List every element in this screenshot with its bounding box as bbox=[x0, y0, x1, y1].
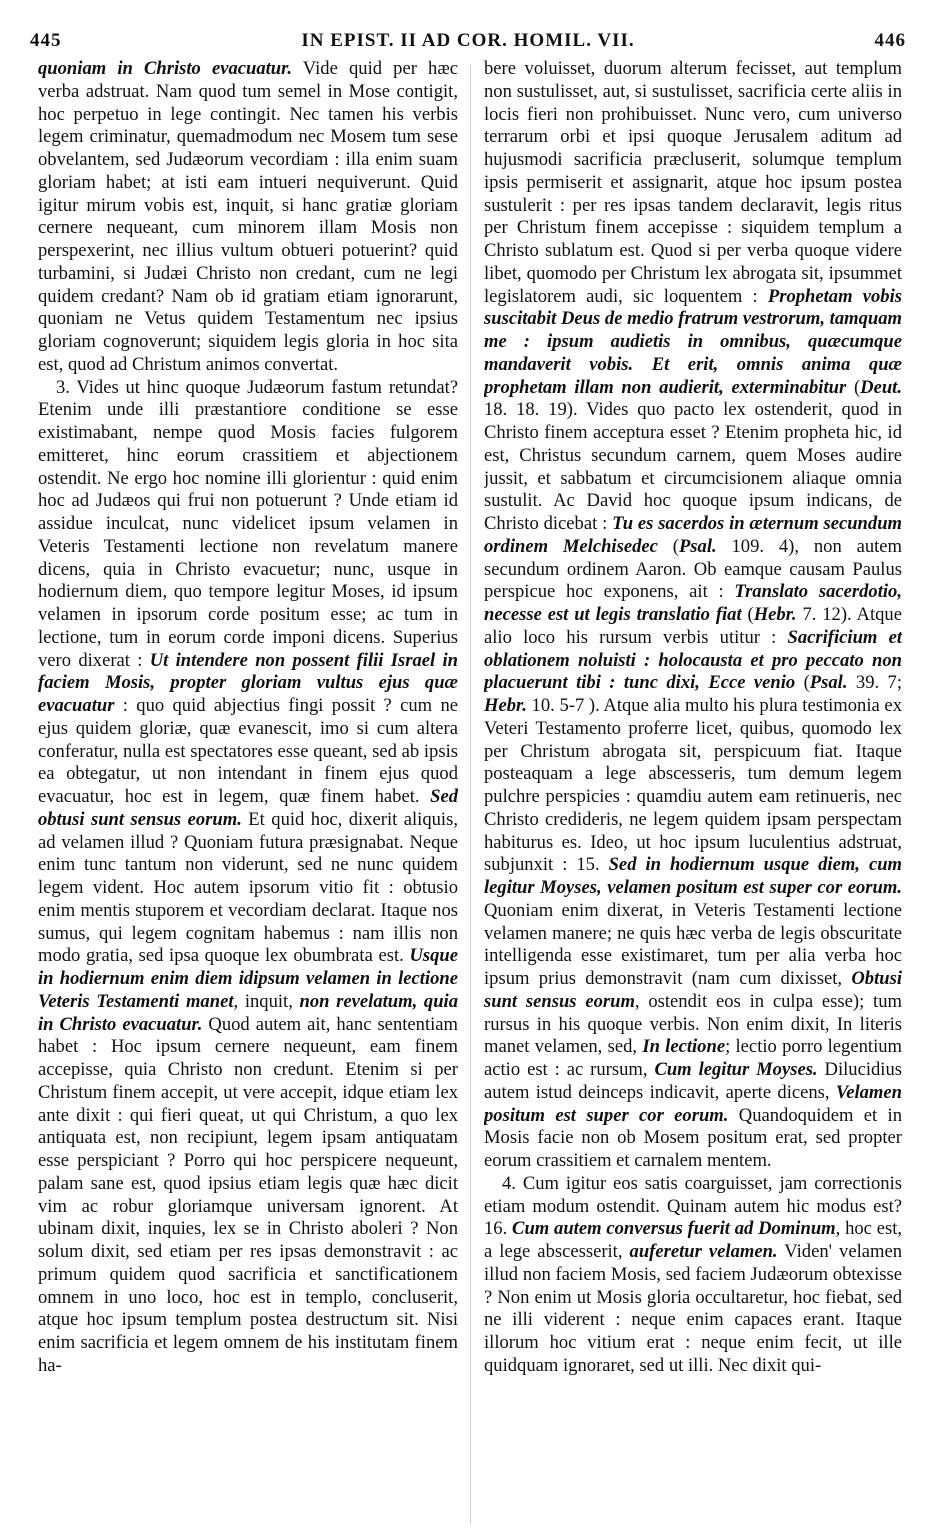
italic-run: Psal. bbox=[809, 672, 848, 694]
text-run: 10. 5-7 ). Atque alia multo his plura testimonia ex Veteri Testamento proferre licet, quibus, quomodo lex per Christum abrogata sit, perspicuum fiat. Itaque posteaquam a lege abscesseris, tum demum legem pulchre perspicies : quamdiu autem eam retinueris, nec Christo credideris, ne legem quidem ipsam perspectam habiturus es. Ideo, ut hoc ipsum luculentius adstruat, subjunxit : 15. bbox=[484, 695, 902, 876]
italic-run: Hebr. bbox=[484, 695, 527, 716]
italic-run: Prophetam vobis suscitabit Deus de medio fratrum vestrorum, tamquam me : ipsum audietis in omnibus, quæcumque mandaverit vobis. Et erit, omnis anima quæ prophetam illam non audierit, exterminabitur bbox=[484, 285, 902, 398]
text-run: Quandoquidem et in Mosis facie non ob Mosem positum erat, sed propter eorum crassitiem et carnalem mentem. bbox=[484, 1104, 902, 1171]
running-title: IN EPIST. II AD COR. HOMIL. VII. bbox=[301, 30, 635, 51]
page-number-left: 445 bbox=[30, 30, 62, 51]
text-run: Vide quid per hæc verba adstruat. Nam quod tum semel in Mose contigit, hoc perpetuo in lege contingit. Nec tamen his verbis legem criminatur, quemadmodum nec Mosem tum sese obvelantem, sed Judæorum vecordiam : illa enim suam gloriam habet; at isti eam intueri nequiverunt. Quid igitur mirum vobis est, inquit, si hanc gratiæ gloriam cernere nequeant, cum minorem illam Mosis non perspexerint, nec illius vultum obtueri potuerint? quid turbamini, si Judæi Christo non credant, cum ne legi quidem credant? Nam ob id gratiam etiam ignorarunt, quoniam ne Vetus quidem Testamentum nec ipsius gloriam cognoverunt; siquidem legis gloria in hoc sita est, quod ad Christum animos convertat. bbox=[38, 58, 458, 375]
italic-run: Ut intendere non possent filii Israel in faciem Mosis, propter gloriam vultus ejus quæ evacuatur bbox=[38, 649, 458, 716]
text-run: 39. 7; bbox=[847, 672, 902, 694]
text-run: ; lectio porro legentium actio est : ac rursum, bbox=[484, 1036, 902, 1080]
text-run: ( bbox=[846, 376, 861, 398]
text-run: Quod autem ait, hanc sententiam habet : Hoc ipsum cernere nequeunt, eam finem accepisse, quia Christo non credunt. Etenim si per Christum finem accepit, ut vere accepit, idque etiam lex ante dixit : qui fieri queat, ut qui Christum, a quo lex antiquata est, non recipiunt, legem ipsam antiquatam esse perspiciant ? Porro qui hoc perspicere nequeunt, palam sane est, quod ipsius etiam legis quæ hæc dicit vim ac robur gloriamque universam ignorent. At ubinam dixit, inquies, lex se in Christo aboleri ? Non solum dixit, sed etiam per res ipsas demonstravit : ac primum quidem quod sacrificia et sanctificationem omnem in uno loco, hoc est in templo, concluserit, atque hoc ipsum templum postea destructum sit. Nisi enim sacrificia et legem omnem de his institutam finem ha- bbox=[38, 1013, 458, 1376]
italic-run: Velamen positum est super cor eorum. bbox=[484, 1081, 902, 1126]
text-run: ( bbox=[741, 604, 754, 625]
left-column bbox=[38, 58, 458, 1528]
text-run: ( bbox=[795, 672, 810, 694]
text-run: , ostendit eos in culpa esse); tum rursus in his quoque verbis. Non enim dixit, In literis manet velamen, sed, bbox=[484, 990, 902, 1058]
text-run: Dilucidius autem istud deinceps indicavit, aperte dicens, bbox=[484, 1059, 902, 1103]
text-run: , inquit, bbox=[233, 990, 300, 1012]
page-number-right: 446 bbox=[874, 30, 906, 51]
italic-run: Cum legitur Moyses. bbox=[654, 1059, 818, 1080]
text-run: 3. Vides ut hinc quoque Judæorum fastum retundat? Etenim unde illi præstantiore conditione se esse existimabant, nempe quod Mosis facies fulgorem emitteret, hinc eorum crassitiem et abjectionem ostendit. Ne ergo hoc nomine illi glorientur : quid enim hoc ad Judæos qui frui non potuerunt ? Unde etiam id assidue inculcat, nunc videlicet ipsum velamen in Veteris Testamenti lectione non revelatum manere dicens, quia in Christo evacuetur; nunc, usque in hodiernum diem, quo tempore legitur Moses, id ipsum velamen in ipsorum corde positum esse; ac tum in lectione, tum in eorum corde imponi dicens. Superius vero dixerat : bbox=[38, 376, 458, 671]
text-run: Viden' velamen illud non faciem Mosis, sed faciem Judæorum obtexisse ? Non enim ut Mosis gloria occultaretur, hoc fiebat, sed ne illi viderent : neque enim capaces erant. Itaque illorum hoc vitium erat : neque enim fecit, ut ille quidquam ignoraret, sed ut illi. Nec dixit qui- bbox=[484, 1241, 902, 1376]
italic-run: quoniam in Christo evacuatur. bbox=[38, 58, 293, 79]
text-run: Quoniam enim dixerat, in Veteris Testamenti lectione velamen manere; ne quis hæc verba de legis obscuritate intelligenda esse existimaret, tum per alia verba hoc ipsum prius demonstravit (nam cum dixisset, bbox=[484, 899, 902, 989]
paragraph bbox=[38, 58, 458, 377]
text-run: : quo quid abjectius fingi possit ? cum ne ejus quidem gloriæ, quæ evanescit, imo si cum altera conferatur, nulla est spectatores esse queant, sed ab ipsis ea obtegatur, ut non intendant in finem ejus quod evacuatur, hoc est in legem, quæ finem habet. bbox=[38, 695, 458, 807]
italic-run: Cum autem conversus fuerit ad Dominum bbox=[512, 1218, 836, 1240]
paragraph bbox=[38, 377, 458, 1378]
italic-run: Usque in hodiernum enim diem idipsum velamen in lectione Veteris Testamenti manet bbox=[38, 945, 458, 1012]
italic-run: non revelatum, quia in Christo evacuatur. bbox=[38, 990, 458, 1035]
italic-run: Sed obtusi sunt sensus eorum. bbox=[38, 786, 458, 830]
text-run: , hoc est, a lege abscesserit, bbox=[484, 1218, 902, 1262]
paragraph bbox=[484, 58, 902, 1173]
italic-run: Sacrificium et oblationem noluisti : holocausta et pro peccato non placuerunt tibi : tunc dixi, Ecce venio bbox=[484, 626, 902, 694]
italic-run: In lectione bbox=[642, 1036, 726, 1058]
running-header bbox=[30, 30, 906, 58]
column-divider bbox=[470, 64, 471, 1524]
text-run: 18. 18. 19). Vides quo pacto lex ostenderit, quod in Christo finem acceptura esset ? Etenim propheta hic, id est, Christus secundum carnem, quem Moses audire jussit, et sabbatum et circumcisionem aliaque omnia sustulit. Ac David hoc quoque ipsum indicans, de Christo dicebat : bbox=[484, 399, 902, 534]
italic-run: Deut. bbox=[860, 376, 902, 398]
text-run: bere voluisset, duorum alterum fecisset, aut templum non sustulisset, aut, si sustulisset, sacrificia certe aliis in locis fieri non prohibuisset. Nunc vero, cum universo terrarum orbi et ipsi quoque Jerusalem aditum ad hujusmodi sacrificia præcluserit, solumque templum ipsis permiserit et assignarit, atque hoc ipsum postea sustulerit : per res ipsas tandem declaravit, legis ritus per Christum finem accepisse : siquidem templum a Christo sublatum est. Quod si per verba quoque videre libet, quomodo per Christum lex abrogata sit, ipsummet legislatorem audi, sic loquentem : bbox=[484, 58, 902, 307]
text-run: 7. 12). Atque alio loco his rursum verbis utitur : bbox=[484, 604, 902, 648]
text-run: Et quid hoc, dixerit aliquis, ad velamen illud ? Quoniam futura præsignabat. Neque enim tunc tantum non viderunt, sed ne nunc quidem legem vident. Hoc autem ipsorum vitio fit : obtusio enim mentis stuporem et vecordiam declarat. Itaque nos sumus, qui legem cognitam habemus : nam illis non modo gratia, sed ipsa quoque lex obumbrata est. bbox=[38, 808, 458, 967]
right-column bbox=[484, 58, 902, 1528]
italic-run: Obtusi sunt sensus eorum bbox=[484, 968, 902, 1012]
text-run: 4. Cum igitur eos satis coarguisset, jam correctionis etiam modum ostendit. Quinam autem hic modus est? 16. bbox=[484, 1172, 902, 1240]
italic-run: Psal. bbox=[678, 535, 717, 557]
paragraph bbox=[484, 1173, 902, 1378]
italic-run: Hebr. bbox=[753, 604, 797, 625]
text-run: 109. 4), non autem secundum ordinem Aaron. Ob eamque causam Paulus perspicue hoc exponens, ait : bbox=[484, 535, 902, 603]
italic-run: auferetur velamen. bbox=[629, 1241, 778, 1262]
italic-run: Translato sacerdotio, necesse est ut legis translatio fiat bbox=[484, 581, 902, 625]
text-run: ( bbox=[657, 535, 679, 557]
italic-run: Tu es sacerdos in æternum secundum ordinem Melchisedec bbox=[484, 513, 902, 557]
italic-run: Sed in hodiernum usque diem, cum legitur Moyses, velamen positum est super cor eorum. bbox=[484, 854, 902, 898]
